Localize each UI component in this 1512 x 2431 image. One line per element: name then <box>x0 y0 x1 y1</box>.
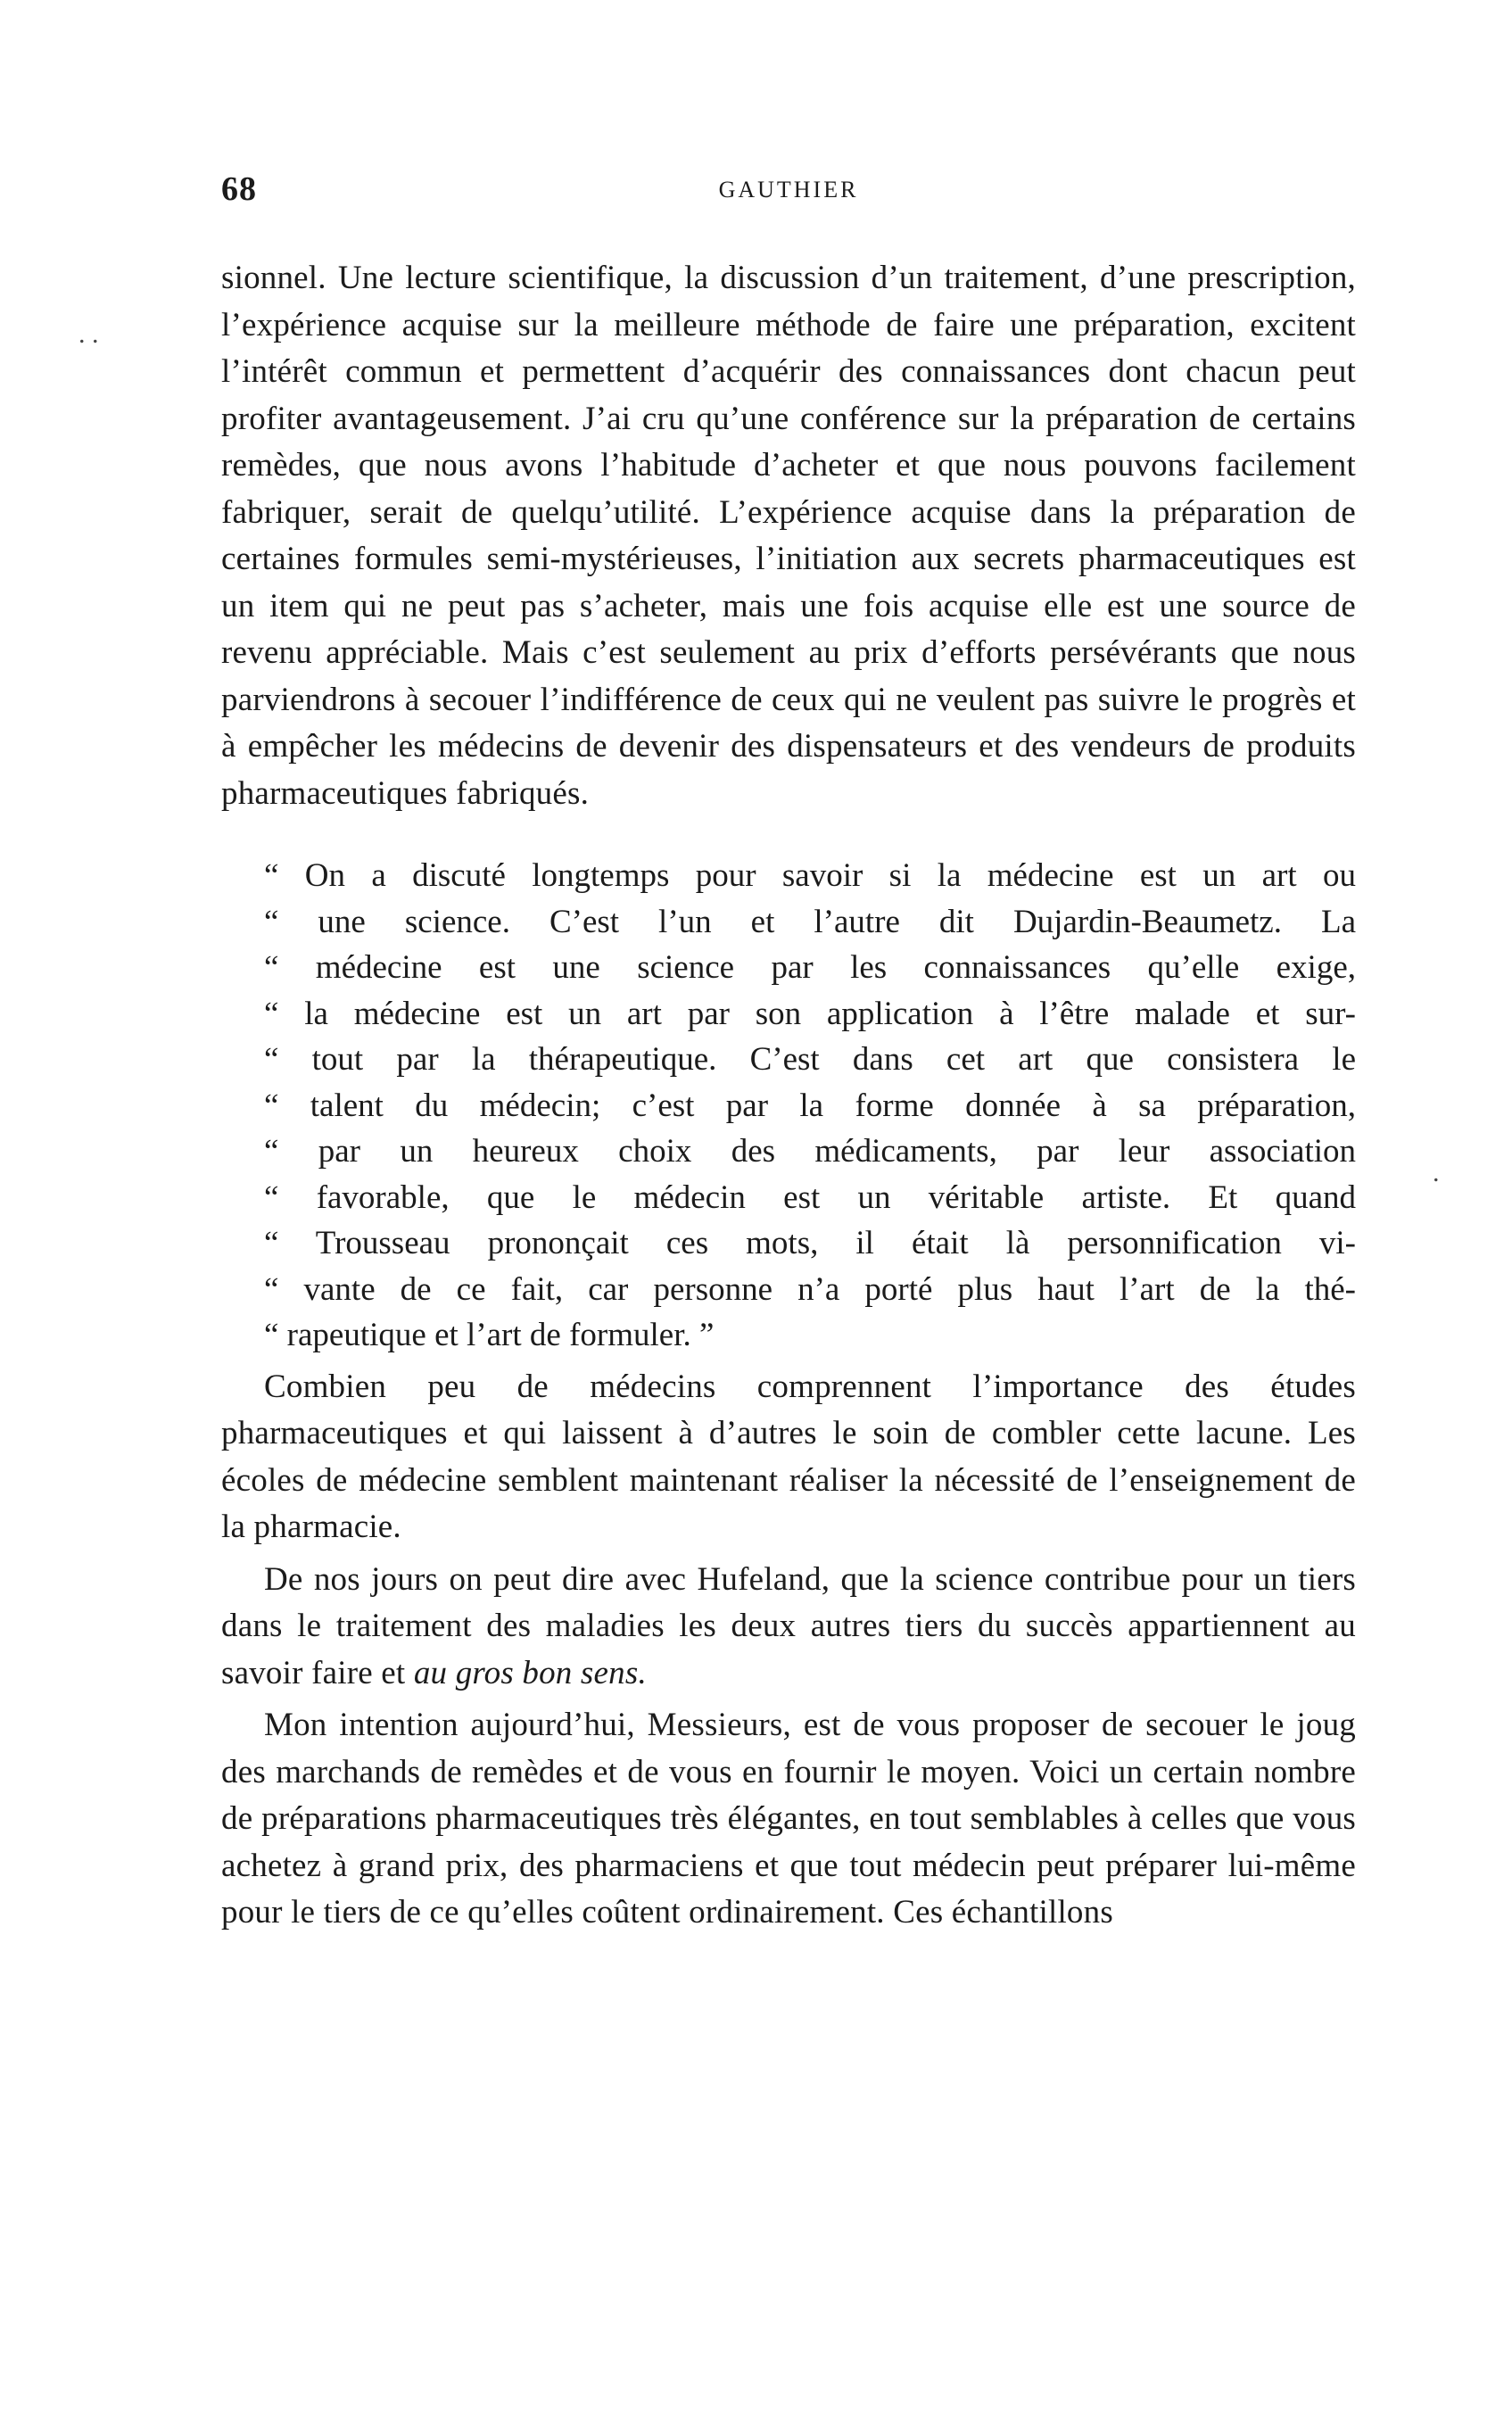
page-header <box>221 161 1356 214</box>
quote-line: “ talent du médecin; c’est par la forme donnée à sa préparation, <box>264 1087 1356 1124</box>
paragraph-1: sionnel. Une lecture scientifique, la discussion d’un traitement, d’une prescription, l’expérience acquise sur la meilleure méthode de faire une préparation, excitent l’intérêt commun et permettent d’acquérir des connaissances dont chacun peut profiter avantageusement. J’ai cru qu’une conférence sur la préparation de certains remèdes, que nous avons l’habitude d’acheter et que nous pouvons facilement fabriquer, serait de quelqu’utilité. L’expérience acquise dans la préparation de certaines formules semi-mystérieuses, l’initiation aux secrets pharmaceutiques est un item qui ne peut pas s’acheter, mais une fois acquise elle est une source de revenu appréciable. Mais c’est seulement au prix d’efforts persévérants que nous parviendrons à secouer l’indifférence de ceux qui ne veulent pas suivre le progrès et à empêcher les médecins de devenir des dispensateurs et des vendeurs de produits pharmaceutiques fabriqués. <box>221 260 1356 812</box>
paragraph-5: Mon intention aujourd’hui, Messieurs, est de vous proposer de secouer le joug des marchands de remèdes et de vous en fournir le moyen. Voici un certain nombre de préparations pharmaceutiques très élégantes, en tout semblables à celles que vous achetez à grand prix, des pharmaciens et que tout médecin peut préparer lui-même pour le tiers de ce qu’elles coûtent ordinairement. Ces échantillons <box>221 1707 1356 1931</box>
margin-mark-right: . <box>1433 1158 1440 1187</box>
quote-line: “ médecine est une science par les connaissances qu’elle exige, <box>264 949 1356 986</box>
quote-line: “ une science. C’est l’un et l’autre dit Dujardin-Beaumetz. La <box>264 903 1356 940</box>
book-page <box>221 161 1356 1937</box>
block-quote <box>221 853 1356 1359</box>
quote-line: “ rapeutique et l’art de formuler. ” <box>264 1317 715 1353</box>
page-number: 68 <box>221 170 257 208</box>
page-body <box>221 255 1356 1937</box>
quote-line: “ vante de ce fait, car personne n’a porté plus haut l’art de la thé- <box>264 1270 1356 1308</box>
running-head: GAUTHIER <box>718 177 859 203</box>
paragraph-4 <box>221 1557 1356 1698</box>
quote-line: “ On a discuté longtemps pour savoir si la médecine est un art ou <box>264 857 1356 894</box>
paragraph-4-text: De nos jours on peut dire avec Hufeland, que la science contribue pour un tiers dans le traitement des maladies les deux autres tiers du succès appartiennent au savoir faire et <box>221 1560 1356 1691</box>
paragraph-4-italic: au gros bon sens. <box>413 1654 647 1691</box>
quote-line: “ par un heureux choix des médicaments, par leur association <box>264 1133 1356 1170</box>
paragraph-3: Combien peu de médecins comprennent l’importance des études pharmaceutiques et qui laissent à d’autres le soin de combler cette lacune. Les écoles de médecine semblent maintenant réaliser la nécessité de l’enseignement de la pharmacie. <box>221 1368 1356 1545</box>
quote-line: “ tout par la thérapeutique. C’est dans cet art que consistera le <box>264 1041 1356 1078</box>
quote-line: “ favorable, que le médecin est un véritable artiste. Et quand <box>264 1178 1356 1216</box>
margin-mark-left: . . <box>78 319 99 349</box>
quote-line: “ la médecine est un art par son application à l’être malade et sur- <box>264 995 1356 1032</box>
quote-line: “ Trousseau prononçait ces mots, il était là personnification vi- <box>264 1225 1356 1261</box>
